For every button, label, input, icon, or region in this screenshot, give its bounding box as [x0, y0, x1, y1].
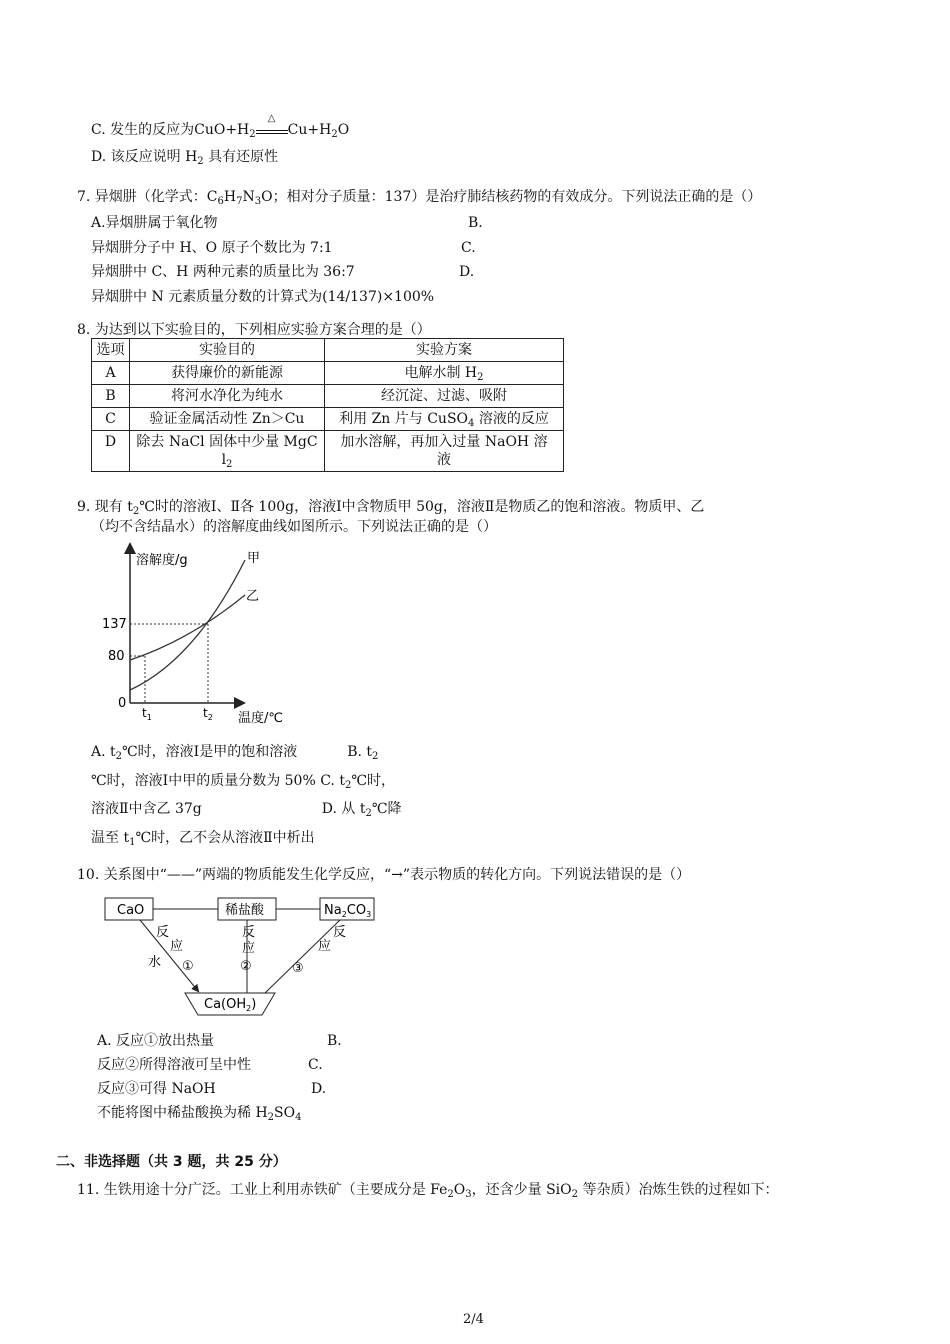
q8-table: [91, 338, 564, 472]
q6-option-d: D. 该反应说明 $H_2$ 具有还原性: [91, 149, 279, 167]
label-hcl: 稀盐酸: [225, 903, 265, 918]
curve-jia: [130, 560, 245, 690]
r2-num: ②: [240, 959, 252, 974]
q9-stem-line2: （均不含结晶水）的溶解度曲线如图所示。下列说法正确的是（）: [91, 519, 497, 535]
q7-line4: 异烟肼中 N 元素质量分数的计算式为(14/137)×100%: [91, 289, 435, 305]
r1-num: ①: [182, 959, 194, 974]
table-row: [92, 408, 564, 431]
section-title: 二、非选择题（共 3 题，共 25 分）: [56, 1154, 287, 1170]
x-axis-label: 温度/℃: [238, 711, 283, 726]
table-row: [92, 362, 564, 385]
page-number: 2/4: [463, 1312, 484, 1327]
q7-stem: 7. 异烟肼（化学式：$C_6H_7N_3O$；相对分子质量：137）是治疗肺结核药物的有效成分。下列说法正确的是（）: [77, 189, 762, 207]
table-cell: 验证金属活动性 Zn＞Cu: [130, 408, 325, 431]
label-na2co3: $Na_2CO_3$: [324, 903, 372, 919]
table-cell: A: [92, 362, 130, 385]
label-jia: 甲: [247, 551, 261, 566]
table-header: 实验方案: [325, 339, 564, 362]
table-cell: 获得廉价的新能源: [130, 362, 325, 385]
label-yi: 乙: [246, 589, 260, 604]
table-cell: C: [92, 408, 130, 431]
table-header-row: [92, 339, 564, 362]
reaction-diagram: [100, 892, 390, 1022]
q8-stem: 8. 为达到以下实验目的，下列相应实验方案合理的是（）: [77, 322, 431, 338]
tick-origin: 0: [118, 696, 127, 711]
q6-option-c: C. 发生的反应为$CuO+H_2$ △ $Cu+H_2O$: [91, 121, 349, 139]
table-cell: 利用 Zn 片与 CuSO$_4$ 溶液的反应: [325, 408, 564, 431]
table-cell: D: [92, 431, 130, 472]
table-cell: 将河水净化为纯水: [130, 385, 325, 408]
table-cell: 经沉淀、过滤、吸附: [325, 385, 564, 408]
link-r3: [265, 920, 340, 993]
r3-ying: 应: [318, 939, 332, 954]
q10-stem: 10. 关系图中“——”两端的物质能发生化学反应，“→”表示物质的转化方向。下列说法错误的是（）: [77, 867, 691, 883]
table-cell: 除去 NaCl 固体中少量 MgC $l_2$: [130, 431, 325, 472]
q7-label-b: B.: [468, 215, 483, 231]
q10-line1: A. 反应①放出热量: [97, 1033, 215, 1049]
label-cao: CaO: [117, 903, 145, 918]
table-cell: B: [92, 385, 130, 408]
q11-stem: 11. 生铁用途十分广泛。工业上利用赤铁矿（主要成分是 $Fe_2O_3$，还含少量 SiO$_2$ 等杂质）冶炼生铁的过程如下：: [77, 1182, 779, 1200]
table-row: [92, 385, 564, 408]
solubility-graph: [100, 540, 310, 730]
curve-yi: [130, 595, 245, 660]
q7-line1: A.异烟肼属于氧化物: [91, 215, 218, 231]
tick-t2: $t_2$: [203, 706, 213, 722]
table-cell: 加水溶解，再加入过量 NaOH 溶 液: [325, 431, 564, 472]
table-row: [92, 431, 564, 472]
q10-label-b: B.: [327, 1033, 342, 1049]
r3-num: ③: [292, 961, 304, 976]
q7-line3: 异烟肼中 C、H 两种元素的质量比为 36:7: [91, 264, 355, 280]
q7-line2: 异烟肼分子中 H、O 原子个数比为 7:1: [91, 240, 333, 256]
y-axis-label: 溶解度/g: [136, 553, 188, 568]
heat-condition: △: [267, 113, 276, 124]
q7-label-c: C.: [461, 240, 476, 256]
q10-line2: 反应②所得溶液可呈中性: [97, 1057, 251, 1073]
tick-80: 80: [108, 649, 125, 664]
q9-option-line4: 温至 $t_1℃$时，乙不会从溶液Ⅱ中析出: [91, 830, 315, 848]
q10-label-c: C.: [308, 1057, 323, 1073]
q9-option-line1: A. $t_2℃$时，溶液Ⅰ是甲的饱和溶液 B. $t_2$: [91, 744, 379, 762]
tick-137: 137: [102, 617, 127, 632]
r3-fan: 反: [333, 925, 347, 940]
r1-shui: 水: [148, 955, 162, 970]
q10-line3: 反应③可得 NaOH: [97, 1081, 216, 1097]
q9-option-line2: ℃时，溶液Ⅰ中甲的质量分数为 50% C. $t_2℃$时，: [91, 773, 395, 791]
q9-stem-line1: 9. 现有 $t_2℃$时的溶液Ⅰ、Ⅱ各 100g，溶液Ⅰ中含物质甲 50g，溶液Ⅱ是物质乙的饱和溶液。物质甲、乙: [77, 499, 705, 517]
q10-line4: 不能将图中稀盐酸换为稀 $H_2SO_4$: [97, 1105, 302, 1123]
q10-label-d: D.: [311, 1081, 327, 1097]
tick-t1: $t_1$: [142, 706, 152, 722]
q9-option-line3: 溶液Ⅱ中含乙 37g D. 从 $t_2℃$降: [91, 801, 402, 819]
r1-ying: 应: [170, 939, 184, 954]
label-caoh2: $Ca(OH_2)$: [204, 997, 257, 1013]
r1-fan: 反: [156, 925, 170, 940]
table-header: 实验目的: [130, 339, 325, 362]
table-cell: 电解水制 $H_2$: [325, 362, 564, 385]
q7-label-d: D.: [459, 264, 475, 280]
r2-ying: 应: [242, 941, 256, 956]
r2-fan: 反: [242, 925, 256, 940]
table-header: 选项: [92, 339, 130, 362]
